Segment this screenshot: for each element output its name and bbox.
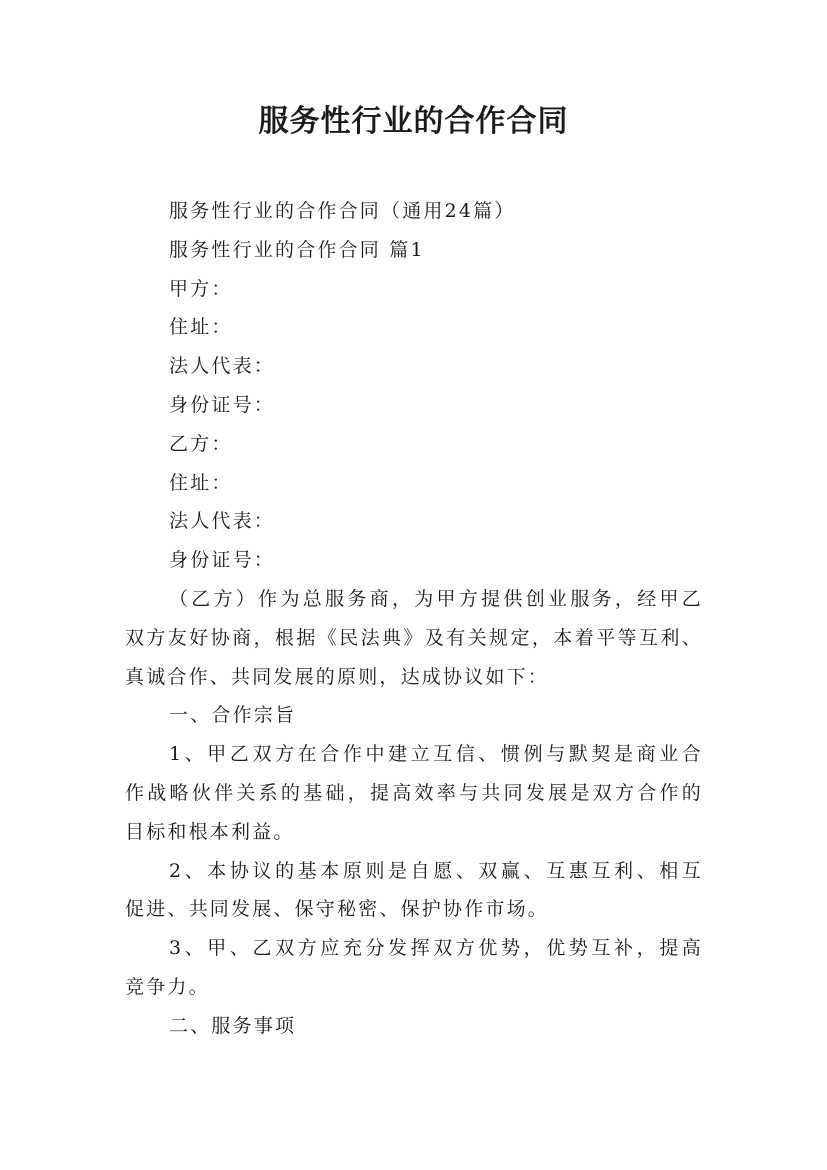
doc-subtitle: 服务性行业的合作合同（通用24篇）	[169, 200, 516, 222]
party-a-label: 甲方：	[169, 277, 233, 300]
party-a-legal-rep-label: 法人代表：	[169, 355, 276, 378]
preamble-line-1: （乙方）作为总服务商，为甲方提供创业服务，经甲乙	[169, 587, 703, 610]
heading-service-items: 二、服务事项	[169, 1014, 297, 1037]
party-a-address-label: 住址：	[169, 316, 233, 339]
document-body	[125, 192, 703, 1046]
party-b-label: 乙方：	[169, 432, 233, 455]
clause-1-line-3: 目标和根本利益。	[125, 820, 295, 843]
clause-2-line-1: 2、本协议的基本原则是自愿、双赢、互惠互利、相互	[169, 859, 703, 882]
party-b-address-label: 住址：	[169, 471, 233, 494]
clause-1-line-1: 1、甲乙双方在合作中建立互信、惯例与默契是商业合	[169, 743, 703, 766]
section-heading-part-1: 服务性行业的合作合同 篇1	[169, 238, 425, 261]
document-title: 服务性行业的合作合同	[258, 104, 569, 139]
preamble-line-3: 真诚合作、共同发展的原则，达成协议如下：	[125, 665, 550, 688]
party-b-id-label: 身份证号：	[169, 549, 276, 572]
preamble-line-2: 双方友好协商，根据《民法典》及有关规定，本着平等互利、	[125, 626, 703, 649]
party-a-id-label: 身份证号：	[169, 393, 276, 416]
clause-2-line-2: 促进、共同发展、保守秘密、保护协作市场。	[125, 898, 550, 921]
heading-cooperation-purpose: 一、合作宗旨	[169, 704, 297, 727]
party-b-legal-rep-label: 法人代表：	[169, 510, 276, 533]
clause-3-line-2: 竞争力。	[125, 975, 210, 998]
clause-3-line-1: 3、甲、乙双方应充分发挥双方优势，优势互补，提高	[169, 937, 703, 960]
clause-1-line-2: 作战略伙伴关系的基础，提高效率与共同发展是双方合作的	[125, 781, 703, 804]
